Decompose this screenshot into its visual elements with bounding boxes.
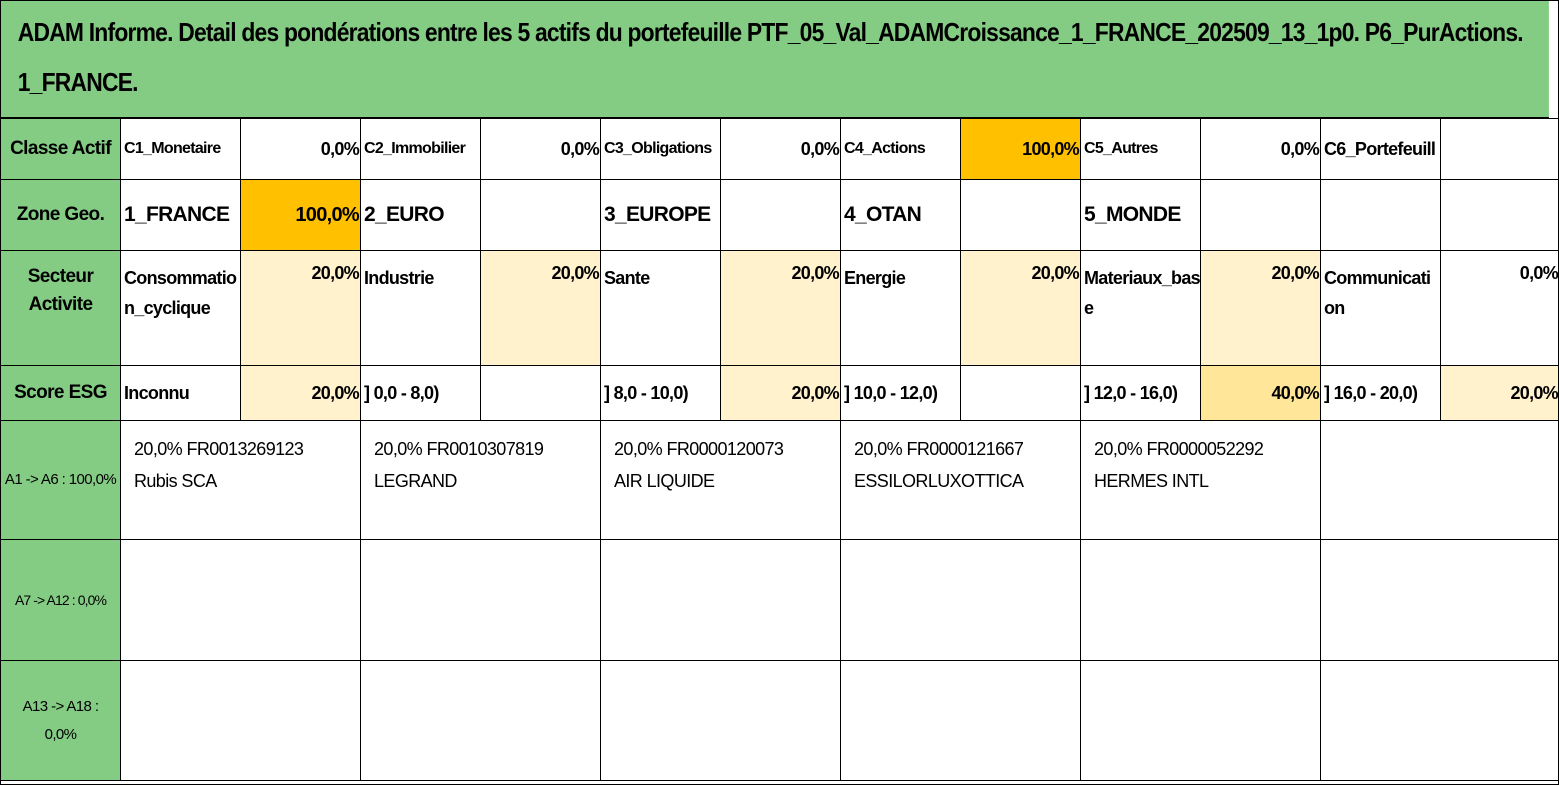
esg-pct-2[interactable] [481,366,601,421]
classe-pct-c2[interactable]: 0,0% [481,119,601,180]
esg-pct-6[interactable]: 20,0% [1441,366,1559,421]
asset-cell-4[interactable] [841,421,1081,540]
asset-cell-7[interactable] [121,540,361,661]
asset-cell-6[interactable] [1321,421,1559,540]
secteur-pct-1[interactable]: 20,0% [241,251,361,366]
label-assets-a13-a18: A13 -> A18 : 0,0% [1,661,121,781]
secteur-pct-2[interactable]: 20,0% [481,251,601,366]
asset-3-name: AIR LIQUIDE [614,471,715,491]
classe-name-c5[interactable]: C5_Autres [1081,119,1201,180]
asset-cell-17[interactable] [1081,661,1321,781]
classe-pct-c5[interactable]: 0,0% [1201,119,1321,180]
row-assets-a7-a12 [1,540,1559,661]
asset-cell-5[interactable] [1081,421,1321,540]
row-assets-a1-a6 [1,421,1559,540]
report-title: ADAM Informe. Detail des pondérations entre les 5 actifs du portefeuille PTF_05_Val_ADAMCroissance_1_FRANCE_202509_13_1p0. P6_PurActions. 1_FRANCE. [1,1,1549,118]
secteur-name-6[interactable]: Communication [1321,251,1441,366]
label-assets-a7-a12: A7 -> A12 : 0,0% [1,540,121,661]
asset-4-weight-isin: 20,0% FR0000121667 [854,439,1024,459]
weights-table [0,118,1559,781]
esg-name-4[interactable]: ] 10,0 - 12,0) [841,366,961,421]
esg-name-2[interactable]: ] 0,0 - 8,0) [361,366,481,421]
asset-3-weight-isin: 20,0% FR0000120073 [614,439,784,459]
asset-5-weight-isin: 20,0% FR0000052292 [1094,439,1264,459]
asset-1-weight-isin: 20,0% FR0013269123 [134,439,304,459]
esg-name-3[interactable]: ] 8,0 - 10,0) [601,366,721,421]
esg-pct-1[interactable]: 20,0% [241,366,361,421]
asset-cell-8[interactable] [361,540,601,661]
asset-cell-10[interactable] [841,540,1081,661]
label-assets-a1-a6: A1 -> A6 : 100,0% [1,421,121,540]
label-classe-actif: Classe Actif [1,119,121,180]
esg-pct-5[interactable]: 40,0% [1201,366,1321,421]
zone-name-5[interactable]: 5_MONDE [1081,180,1201,251]
asset-cell-14[interactable] [361,661,601,781]
secteur-pct-4[interactable]: 20,0% [961,251,1081,366]
row-zone-geo [1,180,1559,251]
row-score-esg [1,366,1559,421]
asset-cell-3[interactable] [601,421,841,540]
asset-cell-18[interactable] [1321,661,1559,781]
row-secteur-activite [1,251,1559,366]
asset-cell-1[interactable] [121,421,361,540]
row-assets-a13-a18 [1,661,1559,781]
asset-cell-9[interactable] [601,540,841,661]
zone-pct-5[interactable] [1201,180,1321,251]
esg-name-1[interactable]: Inconnu [121,366,241,421]
zone-name-1[interactable]: 1_FRANCE [121,180,241,251]
secteur-pct-6[interactable]: 0,0% [1441,251,1559,366]
esg-name-6[interactable]: ] 16,0 - 20,0) [1321,366,1441,421]
secteur-pct-5[interactable]: 20,0% [1201,251,1321,366]
secteur-name-3[interactable]: Sante [601,251,721,366]
asset-2-name: LEGRAND [374,471,457,491]
label-score-esg: Score ESG [1,366,121,421]
asset-cell-16[interactable] [841,661,1081,781]
classe-name-c3[interactable]: C3_Obligations [601,119,721,180]
label-secteur-activite: Secteur Activite [1,251,121,366]
secteur-name-1[interactable]: Consommation_cyclique [121,251,241,366]
zone-pct-1[interactable]: 100,0% [241,180,361,251]
label-zone-geo: Zone Geo. [1,180,121,251]
zone-pct-6[interactable] [1441,180,1559,251]
secteur-name-5[interactable]: Materiaux_base [1081,251,1201,366]
asset-cell-11[interactable] [1081,540,1321,661]
zone-name-4[interactable]: 4_OTAN [841,180,961,251]
asset-cell-15[interactable] [601,661,841,781]
asset-1-name: Rubis SCA [134,471,217,491]
zone-name-3[interactable]: 3_EUROPE [601,180,721,251]
classe-name-c1[interactable]: C1_Monetaire [121,119,241,180]
esg-pct-4[interactable] [961,366,1081,421]
classe-pct-c6[interactable] [1441,119,1559,180]
esg-name-5[interactable]: ] 12,0 - 16,0) [1081,366,1201,421]
zone-name-6[interactable] [1321,180,1441,251]
classe-name-c2[interactable]: C2_Immobilier [361,119,481,180]
zone-pct-3[interactable] [721,180,841,251]
classe-pct-c1[interactable]: 0,0% [241,119,361,180]
classe-pct-c4[interactable]: 100,0% [961,119,1081,180]
asset-cell-12[interactable] [1321,540,1559,661]
zone-name-2[interactable]: 2_EURO [361,180,481,251]
asset-2-weight-isin: 20,0% FR0010307819 [374,439,544,459]
classe-pct-c3[interactable]: 0,0% [721,119,841,180]
row-classe-actif [1,119,1559,180]
asset-cell-2[interactable] [361,421,601,540]
classe-name-c4[interactable]: C4_Actions [841,119,961,180]
classe-name-c6[interactable]: C6_Portefeuill [1321,119,1441,180]
esg-pct-3[interactable]: 20,0% [721,366,841,421]
secteur-name-2[interactable]: Industrie [361,251,481,366]
asset-4-name: ESSILORLUXOTTICA [854,471,1024,491]
asset-5-name: HERMES INTL [1094,471,1209,491]
secteur-name-4[interactable]: Energie [841,251,961,366]
zone-pct-4[interactable] [961,180,1081,251]
zone-pct-2[interactable] [481,180,601,251]
asset-cell-13[interactable] [121,661,361,781]
secteur-pct-3[interactable]: 20,0% [721,251,841,366]
